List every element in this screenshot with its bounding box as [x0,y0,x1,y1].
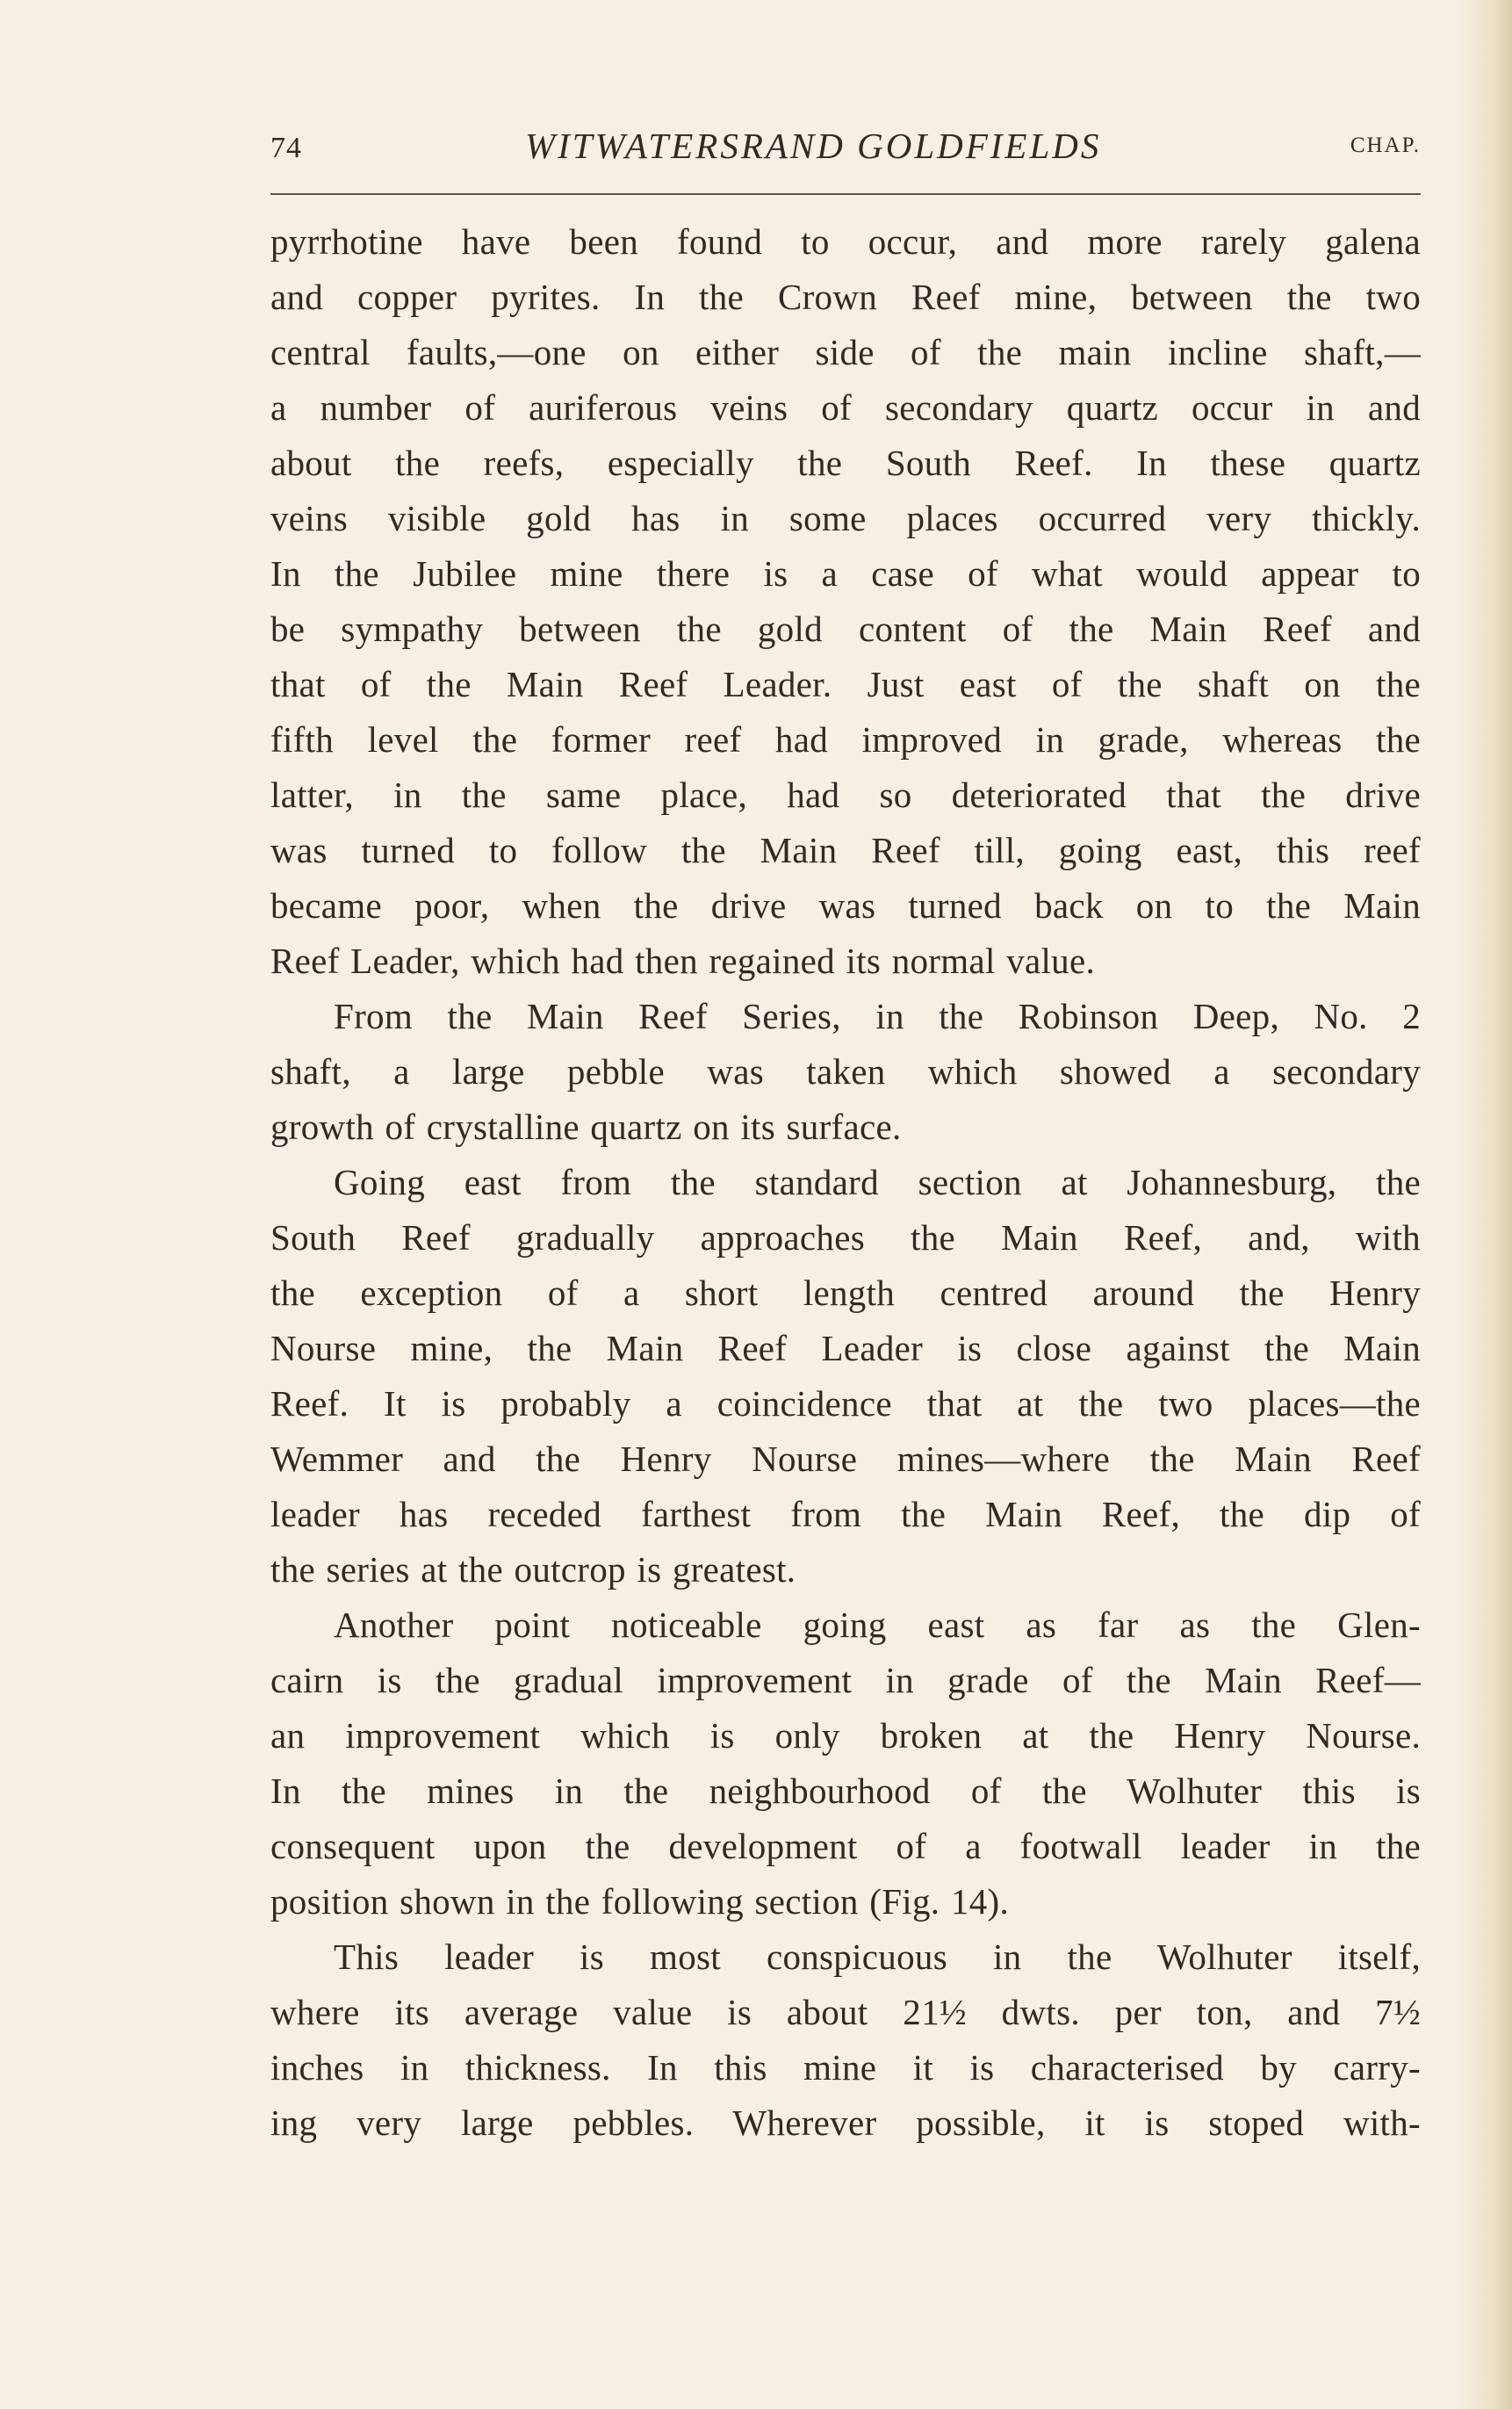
text-line: the exception of a short length centred around the Henry [270,1273,1421,1313]
text-line: be sympathy between the gold content of the Main Reef and [270,609,1421,649]
text-line: that of the Main Reef Leader. Just east of the shaft on the [270,664,1421,704]
text-line: Going east from the standard section at Johannesburg, the [334,1162,1421,1202]
text-line: about the reefs, especially the South Reef. In these quartz [270,443,1421,483]
text-line: consequent upon the development of a footwall leader in the [270,1826,1421,1866]
text-line: Reef Leader, which had then regained its normal value. [270,941,1096,981]
text-line: fifth level the former reef had improved in grade, whereas the [270,719,1421,760]
text-line: Wemmer and the Henry Nourse mines—where the Main Reef [270,1439,1421,1479]
text-line: a number of auriferous veins of secondary quartz occur in and [270,387,1421,428]
text-line: Nourse mine, the Main Reef Leader is close against the Main [270,1328,1421,1368]
text-line: leader has receded farthest from the Main Reef, the dip of [270,1494,1421,1534]
text-line: pyrrhotine have been found to occur, and more rarely galena [270,221,1421,262]
text-line: In the mines in the neighbourhood of the Wolhuter this is [270,1771,1421,1811]
text-line: growth of crystalline quartz on its surface. [270,1107,902,1147]
text-line: position shown in the following section (Fig. 14). [270,1881,1009,1922]
page-number: 74 [270,132,302,164]
text-line: veins visible gold has in some places occurred very thickly. [270,498,1421,538]
paragraph-4 [270,1598,1421,1929]
text-line: became poor, when the drive was turned back on to the Main [270,885,1421,926]
text-line: was turned to follow the Main Reef till, going east, this reef [270,830,1421,870]
paragraph-1 [270,214,1421,989]
text-line: This leader is most conspicuous in the Wolhuter itself, [334,1937,1421,1977]
text-line: central faults,—one on either side of the main incline shaft,— [270,332,1421,372]
page-header [270,125,1421,177]
text-line: Another point noticeable going east as far as the Glen- [334,1605,1421,1645]
text-line: cairn is the gradual improvement in grade of the Main Reef— [270,1660,1421,1700]
text-line: and copper pyrites. In the Crown Reef mine, between the two [270,277,1421,317]
text-line: where its average value is about 21½ dwts. per ton, and 7½ [270,1992,1421,2032]
text-line: ing very large pebbles. Wherever possible, it is stoped with- [270,2102,1421,2143]
text-line: latter, in the same place, had so deteriorated that the drive [270,775,1421,815]
text-line: In the Jubilee mine there is a case of what would appear to [270,553,1421,594]
text-line: South Reef gradually approaches the Main Reef, and, with [270,1217,1421,1258]
body-text [270,214,1421,2151]
text-line: From the Main Reef Series, in the Robinson Deep, No. 2 [334,996,1421,1036]
text-line: shaft, a large pebble was taken which showed a secondary [270,1051,1421,1092]
paragraph-5 [270,1929,1421,2151]
text-line: an improvement which is only broken at the Henry Nourse. [270,1715,1421,1756]
chapter-label: CHAP. [1350,133,1421,157]
running-title: WITWATERSRAND GOLDFIELDS [525,126,1102,166]
paragraph-2 [270,989,1421,1155]
header-rule [270,193,1421,195]
text-line: the series at the outcrop is greatest. [270,1549,796,1590]
paragraph-3 [270,1155,1421,1598]
text-line: Reef. It is probably a coincidence that at the two places—the [270,1383,1421,1424]
text-line: inches in thickness. In this mine it is characterised by carry- [270,2047,1421,2088]
